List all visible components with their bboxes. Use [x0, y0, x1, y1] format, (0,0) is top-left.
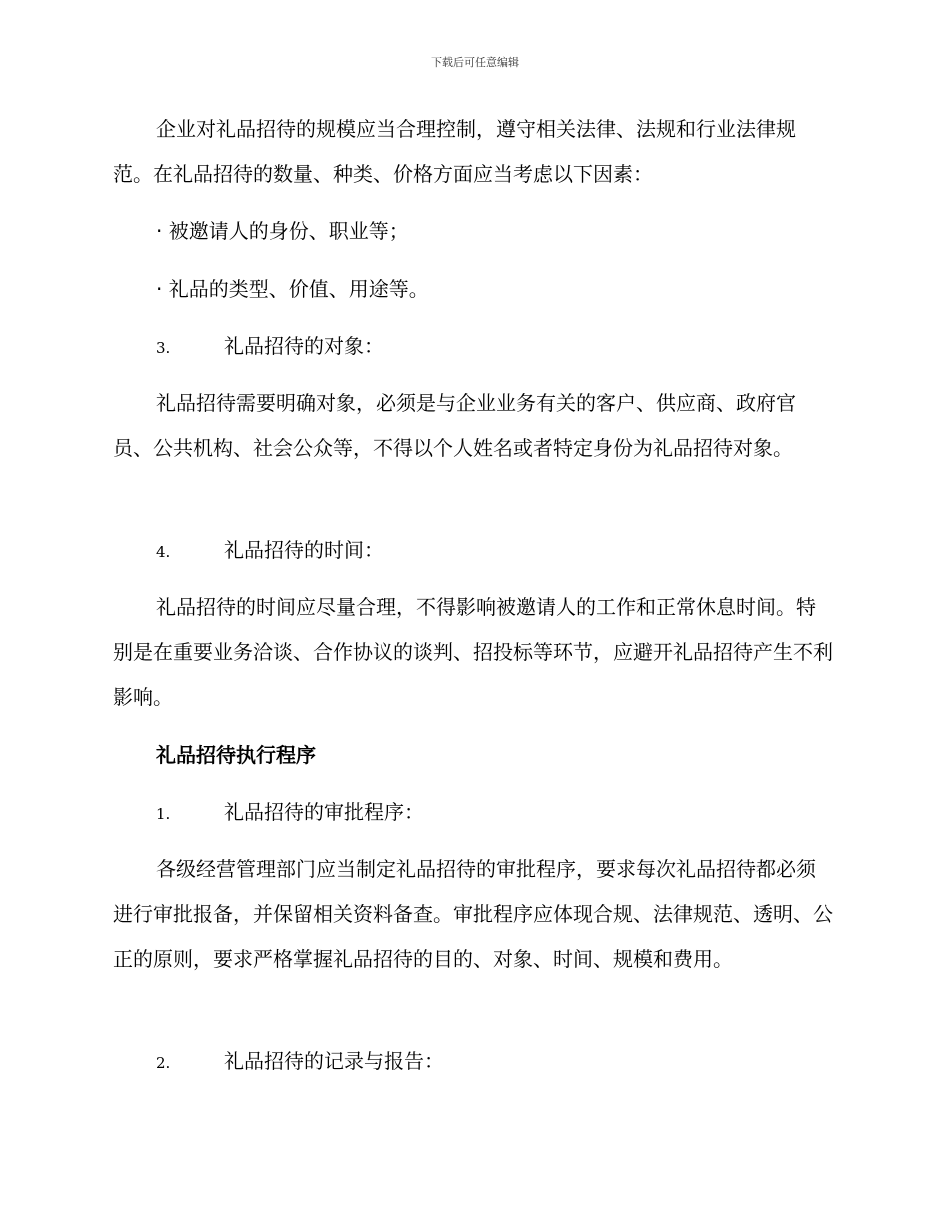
item-text: 礼品招待的时间： — [224, 538, 384, 562]
numbered-item-4 — [156, 535, 384, 567]
bullet-gift-type: · 礼品的类型、价值、用途等。 — [156, 277, 429, 301]
item-text: 礼品招待的审批程序： — [224, 800, 424, 824]
item-number: 2. — [156, 1054, 171, 1072]
item-number: 4. — [156, 543, 171, 561]
bullet-invitee-identity: · 被邀请人的身份、职业等； — [156, 219, 409, 243]
numbered-item-3 — [156, 331, 384, 363]
numbered-item-1 — [156, 797, 424, 829]
paragraph-time: 礼品招待的时间应尽量合理，不得影响被邀请人的工作和正常休息时间。特别是在重要业务洽谈、合作协议的谈判、招投标等环节，应避开礼品招待产生不利影响。 — [113, 595, 833, 709]
paragraph-approval: 各级经营管理部门应当制定礼品招待的审批程序，要求每次礼品招待都必须进行审批报备，并保留相关资料备查。审批程序应体现合规、法律规范、透明、公正的原则，要求严格掌握礼品招待的目的、对象、时间、规模和费用。 — [113, 857, 833, 971]
page-header: 下载后可任意编辑 — [431, 56, 519, 69]
paragraph-target: 礼品招待需要明确对象，必须是与企业业务有关的客户、供应商、政府官员、公共机构、社会公众等，不得以个人姓名或者特定身份为礼品招待对象。 — [113, 391, 796, 460]
item-text: 礼品招待的记录与报告： — [224, 1049, 444, 1073]
numbered-item-2 — [156, 1046, 444, 1078]
item-text: 礼品招待的对象： — [224, 334, 384, 358]
section-heading: 礼品招待执行程序 — [156, 743, 316, 767]
item-number: 1. — [156, 805, 171, 823]
item-number: 3. — [156, 339, 171, 357]
paragraph-scale-control: 企业对礼品招待的规模应当合理控制，遵守相关法律、法规和行业法律规范。在礼品招待的数量、种类、价格方面应当考虑以下因素： — [113, 117, 796, 186]
